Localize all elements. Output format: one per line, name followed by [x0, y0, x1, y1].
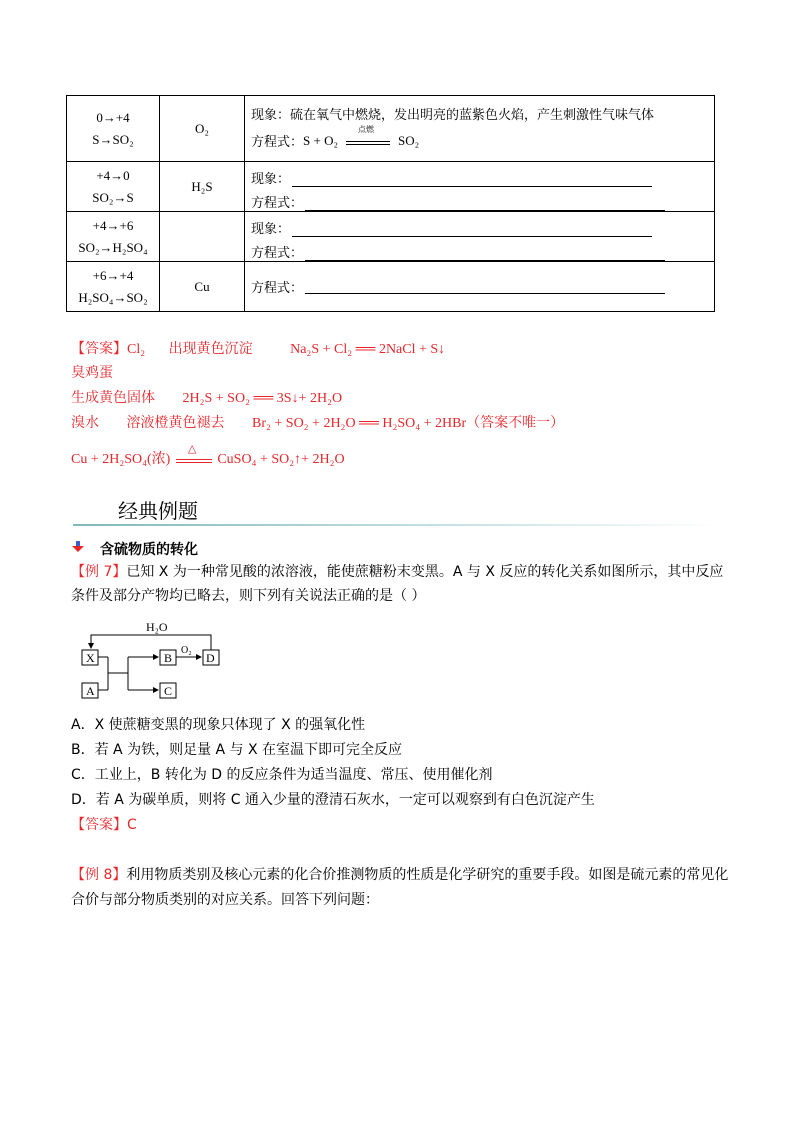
table-row — [67, 162, 715, 212]
sulfur-conversion-table — [66, 95, 715, 312]
answer-phenomenon: 出现黄色沉淀 — [168, 341, 253, 357]
option-b: B．若 A 为铁，则足量 A 与 X 在室温下即可完全反应 — [71, 742, 403, 758]
option-d: D．若 A 为碳单质，则将 C 通入少量的澄清石灰水，一定可以观察到有白色沉淀产生 — [71, 792, 595, 808]
reaction-condition — [176, 442, 212, 468]
equation-label: 方程式： — [251, 195, 304, 211]
answer-line-1 — [71, 338, 445, 358]
example8-stem-line2: 合价与部分物质类别的对应关系。回答下列问题： — [71, 892, 379, 908]
answer-phenomenon: 溶液橙黄色褪去 — [126, 415, 225, 431]
table-row — [67, 262, 715, 312]
description-cell — [245, 162, 715, 212]
bullet-arrow-icon — [72, 541, 84, 553]
subheading: 含硫物质的转化 — [100, 542, 198, 558]
equation-label: 方程式： — [251, 245, 304, 261]
section-title: 经典例题 — [118, 499, 198, 523]
node-c-label: C — [164, 684, 173, 698]
answer-value: C — [127, 817, 137, 833]
answer-reagent: 溴水 — [71, 415, 99, 431]
phenomenon-label: 现象： — [251, 108, 291, 123]
valence-change: +4→0 — [96, 167, 130, 183]
node-d-label: D — [206, 651, 215, 665]
reagent-cell: Cu — [160, 262, 245, 312]
phenomenon-label: 现象： — [251, 221, 291, 237]
reagent-cell — [160, 212, 245, 262]
phenomenon-text: 硫在氧气中燃烧，发出明亮的蓝紫色火焰，产生刺激性气味气体 — [290, 108, 655, 123]
valence-change: +6→+4 — [92, 267, 134, 283]
answer-line-3 — [71, 387, 342, 407]
reagent-cell: H₂S — [160, 162, 245, 212]
option-a: A．X 使蔗糖变黑的现象只体现了 X 的强氧化性 — [71, 717, 366, 733]
answer-equation-right: CuSO₄ + SO₂↑+ 2H₂O — [217, 452, 345, 467]
table-row — [67, 212, 715, 262]
answer-equation: Na₂S + Cl₂ ══ 2NaCl + S↓ — [290, 342, 446, 357]
answer-equation: Br₂ + SO₂ + 2H₂O ══ H₂SO₄ + 2HBr（答案不唯一） — [252, 416, 565, 431]
answer-phenomenon: 生成黄色固体 — [71, 390, 155, 406]
o2-label: O₂ — [181, 645, 192, 656]
water-return-arrow — [91, 635, 211, 650]
description-cell — [245, 212, 715, 262]
stem-text: 已知 X 为一种常见酸的浓溶液，能使蔗糖粉末变黑。A 与 X 反应的转化关系如图所示，其中反应 — [126, 564, 724, 580]
conversion-diagram — [76, 616, 226, 708]
species-change: H₂SO₄→SO₂ — [78, 289, 148, 305]
option-c: C．工业上，B 转化为 D 的反应条件为适当温度、常压、使用催化剂 — [71, 767, 493, 783]
section-rule — [73, 524, 718, 526]
species-change: S→SO₂ — [92, 131, 134, 147]
answer-line-2: 臭鸡蛋 — [71, 365, 113, 381]
example8-stem-line1 — [71, 863, 728, 887]
condition-label: 点燃 — [358, 124, 374, 134]
table-row — [67, 96, 715, 162]
node-a-label: A — [86, 684, 95, 698]
reagent-cell: O₂ — [160, 96, 245, 162]
example-tag: 【例 7】 — [71, 564, 127, 580]
species-change: SO₂→S — [92, 189, 134, 205]
equation-blank[interactable] — [305, 196, 665, 211]
example7-stem-line1 — [71, 560, 723, 584]
equation-blank[interactable] — [305, 246, 665, 261]
node-b-label: B — [164, 651, 173, 665]
phenomenon-blank[interactable] — [292, 222, 652, 237]
phenomenon-blank[interactable] — [292, 172, 652, 187]
valence-cell — [67, 96, 160, 162]
stem-text: 利用物质类别及核心元素的化合价推测物质的性质是化学研究的重要手段。如图是硫元素的常见化 — [126, 867, 729, 883]
equation-label: 方程式： — [251, 281, 304, 296]
equation-blank[interactable] — [305, 279, 665, 294]
answer-line-5 — [71, 442, 345, 468]
valence-change: +4→+6 — [92, 217, 134, 233]
equation-right: SO₂ — [398, 132, 420, 148]
species-change: SO₂→H₂SO₄ — [78, 239, 148, 255]
answer-tag: 【答案】 — [71, 817, 127, 833]
example7-stem-line2: 条件及部分产物均已略去，则下列有关说法正确的是（ ） — [71, 588, 426, 604]
water-label: H₂O — [146, 620, 168, 634]
description-cell — [245, 262, 715, 312]
valence-cell — [67, 262, 160, 312]
answer-equation: 2H₂S + SO₂ ══ 3S↓+ 2H₂O — [182, 391, 343, 406]
description-cell — [245, 96, 715, 162]
valence-cell — [67, 162, 160, 212]
answer-line-4 — [71, 412, 564, 432]
equation-left: S + O₂ — [303, 132, 338, 148]
example7-answer — [71, 813, 137, 837]
heat-condition: △ — [187, 442, 197, 455]
valence-cell — [67, 212, 160, 262]
answer-tag: 【答案】 — [71, 341, 127, 357]
node-x-label: X — [86, 651, 95, 665]
equation-label: 方程式： — [251, 135, 304, 150]
phenomenon-label: 现象： — [251, 171, 291, 187]
answer-equation-left: Cu + 2H₂SO₄(浓) — [71, 452, 171, 467]
valence-change: 0→+4 — [96, 109, 130, 125]
reaction-condition — [346, 124, 390, 149]
example-tag: 【例 8】 — [71, 867, 127, 883]
answer-reagent: Cl₂ — [127, 342, 146, 357]
